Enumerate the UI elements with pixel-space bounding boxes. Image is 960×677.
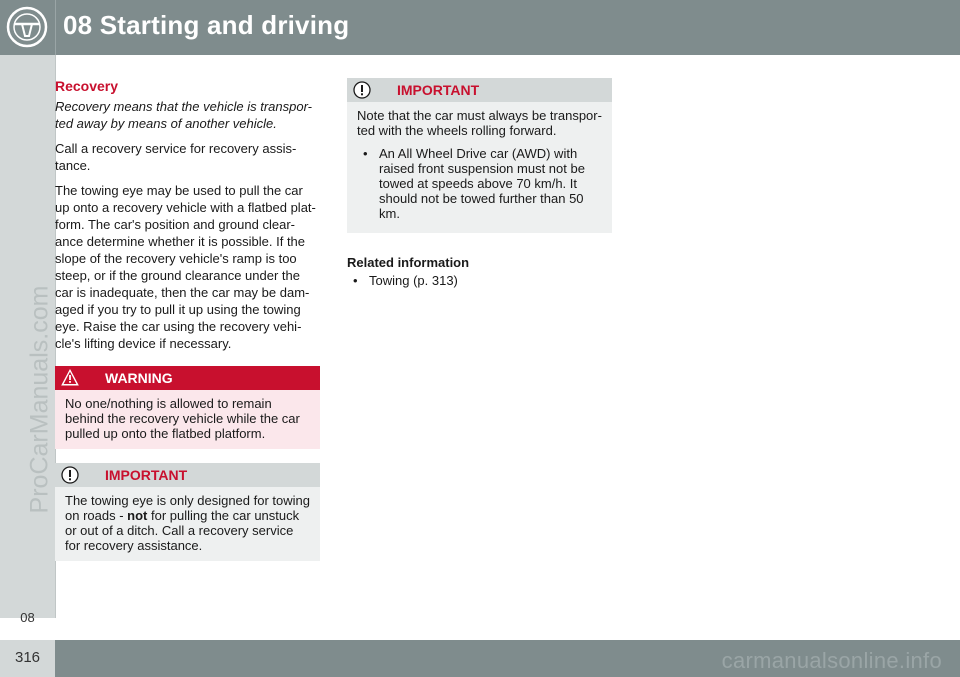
intro-paragraph: Recovery means that the vehicle is transpor-ted away by means of another vehicle. [55, 99, 312, 131]
exclamation-icon [353, 81, 371, 99]
important-label: IMPORTANT [397, 82, 480, 98]
right-column [347, 78, 612, 289]
important-text-after: for pulling the car unstuck or out of a ditch. Call a recovery service for recovery assistance. [65, 508, 300, 553]
important-box [55, 463, 320, 561]
body-paragraph: The towing eye may be used to pull the car up onto a recovery vehicle with a flatbed plat-form. The car's position and ground clear-ance determine whether it is possible. If the slope of the recovery vehicle's ramp is too steep, or if the ground clearance under the car is inadequate, then the car may be dam-aged if you try to pull it up using the towing eye. Raise the car using the recovery vehi-cle's lifting device if necessary. [55, 183, 316, 351]
important-text: Note that the car must always be transpor-ted with the wheels rolling forward. [357, 108, 602, 138]
page-number: 316 [14, 649, 41, 666]
bullet-marker: • [353, 273, 358, 288]
side-watermark: ProCarManuals.com [25, 285, 54, 514]
important-header [55, 463, 320, 487]
important-text-before: The towing eye is only designed for towing on roads - [65, 493, 310, 523]
related-heading: Related information [347, 255, 470, 270]
warning-header [55, 366, 320, 390]
list-item [357, 146, 602, 221]
warning-box [55, 366, 320, 449]
warning-label: WARNING [105, 370, 173, 386]
steering-wheel-icon [0, 0, 56, 55]
important-body [347, 102, 612, 233]
important-text-bold: not [127, 508, 148, 523]
left-column [55, 78, 320, 561]
page-footer [0, 640, 960, 677]
related-link[interactable] [347, 272, 612, 289]
section-heading: Recovery [55, 78, 119, 94]
page-number-box [0, 640, 55, 677]
chapter-header [0, 0, 960, 55]
important-text [55, 487, 320, 561]
warning-triangle-icon [61, 369, 79, 387]
chapter-number: 08 [20, 610, 35, 625]
side-chapter-tab [0, 55, 56, 625]
bullet-text: An All Wheel Drive car (AWD) with raised front suspension must not be towed at speeds above 70 km/h. It should not be towed further than 50 km. [379, 146, 585, 221]
important-label: IMPORTANT [105, 467, 188, 483]
warning-text: No one/nothing is allowed to remain behind the recovery vehicle while the car pulled up onto the flatbed platform. [55, 390, 320, 449]
footer-watermark: carmanualsonline.info [721, 648, 942, 673]
bullet-marker: • [363, 146, 368, 161]
body-paragraph: Call a recovery service for recovery assis-tance. [55, 141, 297, 173]
important-header [347, 78, 612, 102]
exclamation-icon [61, 466, 79, 484]
page-title: 08 Starting and driving [63, 10, 350, 40]
related-link-text: Towing (p. 313) [369, 273, 458, 288]
important-box [347, 78, 612, 233]
